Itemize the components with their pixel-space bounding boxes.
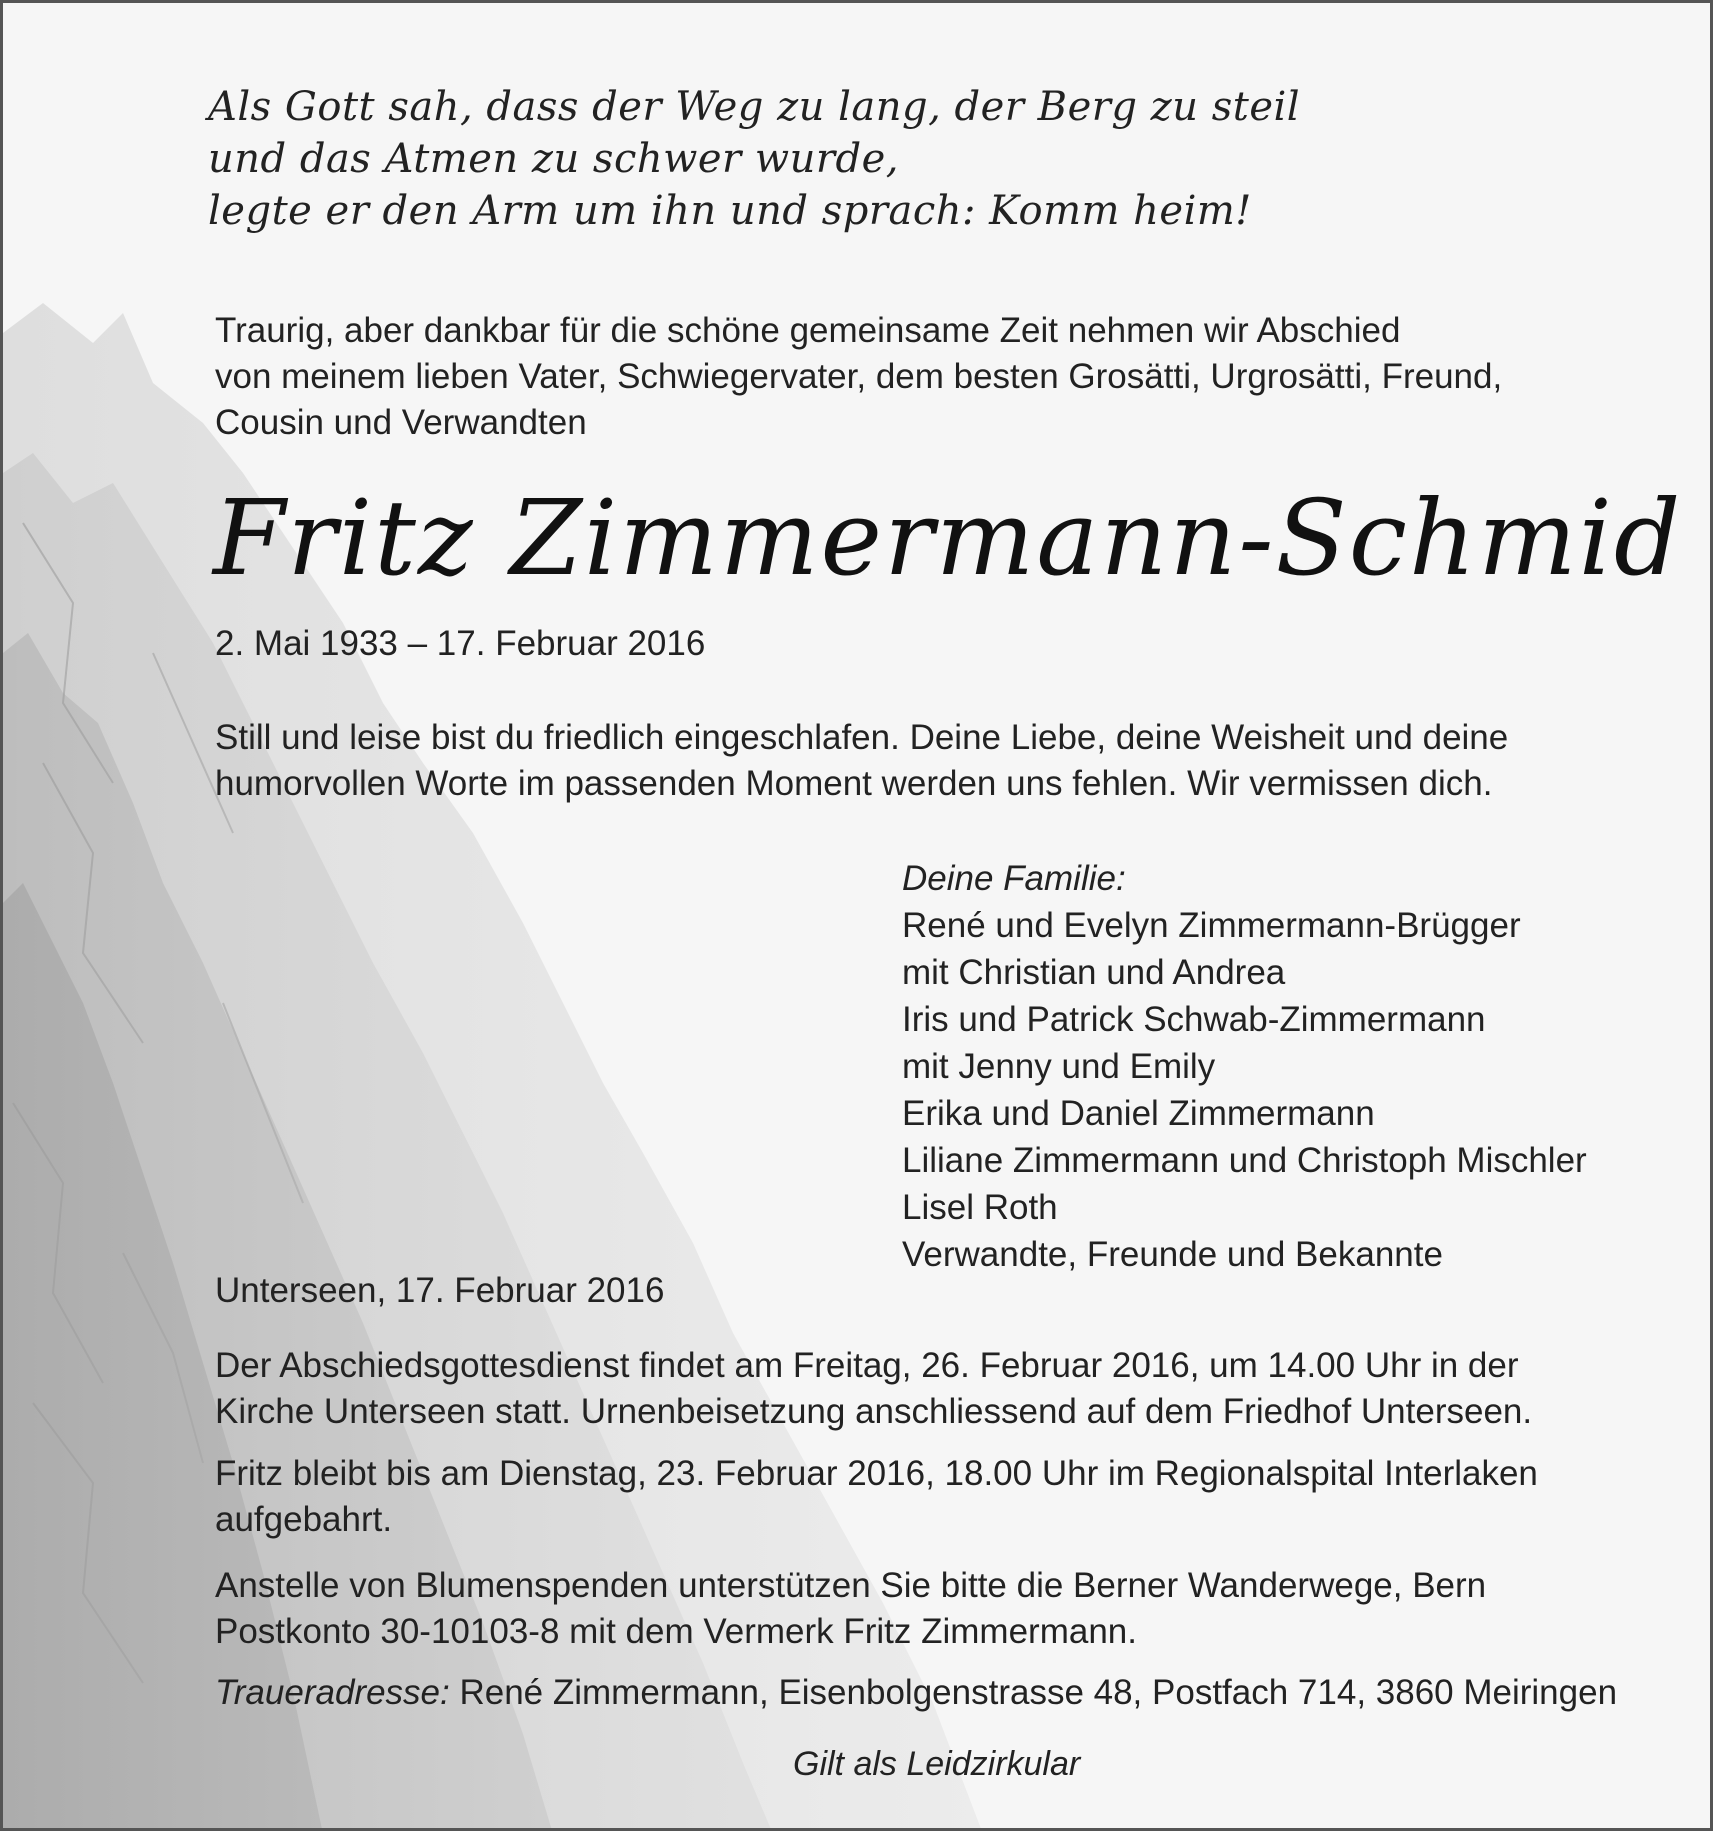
intro-line: Traurig, aber dankbar für die schöne gemeinsame Zeit nehmen wir Abschied (215, 311, 1401, 350)
obituary-content (3, 3, 1710, 1828)
intro-line: Cousin und Verwandten (215, 403, 587, 442)
family-list (902, 855, 1587, 1278)
intro-line: von meinem lieben Vater, Schwiegervater, dem besten Grosätti, Urgrosätti, Freund, (215, 357, 1503, 396)
laid-out-info (215, 1451, 1538, 1543)
laid-out-line: aufgebahrt. (215, 1500, 393, 1539)
life-dates: 2. Mai 1933 – 17. Februar 2016 (215, 624, 706, 663)
mourning-address (215, 1670, 1617, 1716)
poem-line: legte er den Arm um ihn und sprach: Komm heim! (208, 188, 1252, 234)
service-info (215, 1343, 1532, 1435)
family-member: Liliane Zimmermann und Christoph Mischler (902, 1141, 1587, 1180)
place-and-date: Unterseen, 17. Februar 2016 (215, 1271, 665, 1310)
address-label: Traueradresse: (215, 1673, 450, 1712)
donation-line: Postkonto 30-10103-8 mit dem Vermerk Fritz Zimmermann. (215, 1612, 1137, 1651)
family-member: Lisel Roth (902, 1188, 1058, 1227)
family-member: mit Christian und Andrea (902, 953, 1286, 992)
family-member: Erika und Daniel Zimmermann (902, 1094, 1375, 1133)
family-member: mit Jenny und Emily (902, 1047, 1216, 1086)
donation-info (215, 1563, 1486, 1655)
poem-quote (208, 81, 1300, 237)
donation-line: Anstelle von Blumenspenden unterstützen Sie bitte die Berner Wanderwege, Bern (215, 1566, 1487, 1605)
circular-note: Gilt als Leidzirkular (793, 1745, 1081, 1783)
farewell-message (215, 715, 1508, 807)
message-line: Still und leise bist du friedlich eingeschlafen. Deine Liebe, deine Weisheit und deine (215, 718, 1509, 757)
family-label: Deine Familie: (902, 859, 1126, 898)
poem-line: und das Atmen zu schwer wurde, (208, 136, 899, 182)
family-member: Iris und Patrick Schwab-Zimmermann (902, 1000, 1486, 1039)
family-member: René und Evelyn Zimmermann-Brügger (902, 906, 1521, 945)
intro-paragraph (215, 308, 1502, 446)
poem-line: Als Gott sah, dass der Weg zu lang, der Berg zu steil (208, 84, 1301, 130)
service-line: Der Abschiedsgottesdienst findet am Freitag, 26. Februar 2016, um 14.00 Uhr in der (215, 1346, 1519, 1385)
service-line: Kirche Unterseen statt. Urnenbeisetzung anschliessend auf dem Friedhof Unterseen. (215, 1392, 1533, 1431)
family-member: Verwandte, Freunde und Bekannte (902, 1235, 1443, 1274)
laid-out-line: Fritz bleibt bis am Dienstag, 23. Februar 2016, 18.00 Uhr im Regionalspital Interlaken (215, 1454, 1538, 1493)
address-value: René Zimmermann, Eisenbolgenstrasse 48, Postfach 714, 3860 Meiringen (449, 1673, 1618, 1712)
message-line: humorvollen Worte im passenden Moment werden uns fehlen. Wir vermissen dich. (215, 764, 1493, 803)
deceased-name: Fritz Zimmermann-Schmid (213, 477, 1683, 599)
